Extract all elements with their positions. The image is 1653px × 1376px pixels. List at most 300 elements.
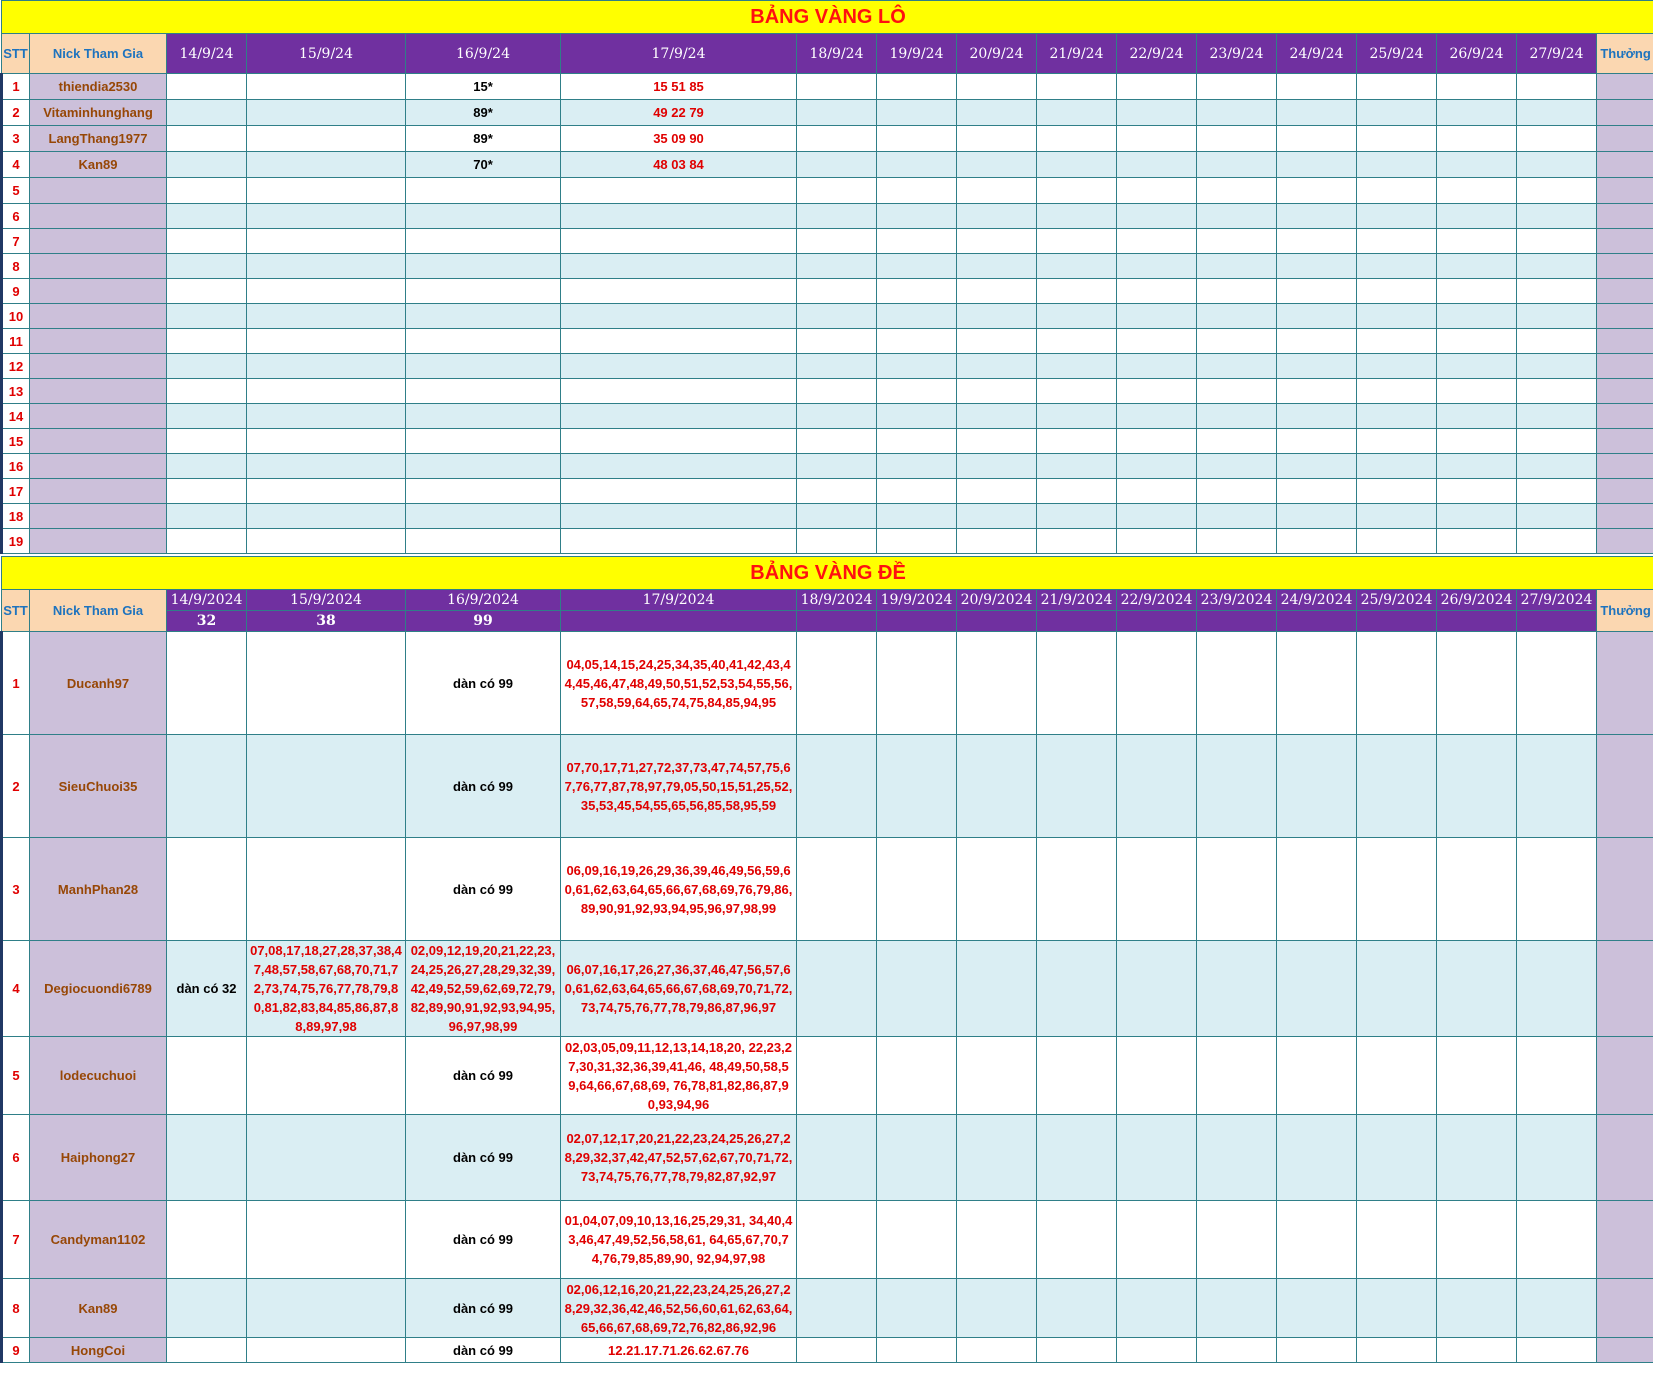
nick-cell[interactable] [30, 529, 167, 554]
pick-cell[interactable] [1437, 204, 1517, 229]
reward-cell[interactable] [1597, 838, 1653, 941]
pick-cell[interactable] [561, 479, 797, 504]
pick-cell[interactable] [1437, 1115, 1517, 1201]
pick-cell[interactable] [247, 454, 406, 479]
pick-cell[interactable] [1437, 329, 1517, 354]
pick-cell[interactable] [1437, 1279, 1517, 1338]
pick-cell[interactable] [1117, 454, 1197, 479]
pick-cell[interactable]: 02,06,12,16,20,21,22,23,24,25,26,27,28,29,32,36,42,46,52,56,60,61,62,63,64,65,66,67,68,69,72,76,82,86,92,96 [561, 1279, 797, 1338]
reward-cell[interactable] [1597, 429, 1653, 454]
pick-cell[interactable] [1277, 838, 1357, 941]
pick-cell[interactable] [797, 735, 877, 838]
pick-cell[interactable] [1437, 100, 1517, 126]
pick-cell[interactable] [1037, 1338, 1117, 1363]
pick-cell[interactable] [957, 279, 1037, 304]
pick-cell[interactable] [1437, 1037, 1517, 1115]
nick-cell[interactable] [30, 279, 167, 304]
pick-cell[interactable] [167, 429, 247, 454]
pick-cell[interactable] [247, 1201, 406, 1279]
pick-cell[interactable]: 89* [406, 126, 561, 152]
pick-cell[interactable]: 35 09 90 [561, 126, 797, 152]
pick-cell[interactable] [957, 229, 1037, 254]
pick-cell[interactable] [1037, 304, 1117, 329]
pick-cell[interactable] [877, 1037, 957, 1115]
pick-cell[interactable] [561, 229, 797, 254]
pick-cell[interactable] [167, 354, 247, 379]
pick-cell[interactable] [1517, 632, 1597, 735]
pick-cell[interactable] [1197, 1115, 1277, 1201]
pick-cell[interactable] [247, 100, 406, 126]
pick-cell[interactable] [247, 1037, 406, 1115]
pick-cell[interactable] [1197, 479, 1277, 504]
reward-cell[interactable] [1597, 479, 1653, 504]
pick-cell[interactable] [797, 329, 877, 354]
pick-cell[interactable] [167, 329, 247, 354]
pick-cell[interactable] [561, 204, 797, 229]
pick-cell[interactable] [1197, 279, 1277, 304]
reward-cell[interactable] [1597, 504, 1653, 529]
pick-cell[interactable] [877, 1201, 957, 1279]
pick-cell[interactable] [247, 1338, 406, 1363]
pick-cell[interactable] [877, 1115, 957, 1201]
pick-cell[interactable] [1437, 178, 1517, 204]
pick-cell[interactable] [1117, 1115, 1197, 1201]
pick-cell[interactable] [167, 229, 247, 254]
pick-cell[interactable]: 06,07,16,17,26,27,36,37,46,47,56,57,60,61,62,63,64,65,66,67,68,69,70,71,72,73,74,75,76,77,78,79,86,87,96,97 [561, 941, 797, 1037]
pick-cell[interactable] [1117, 529, 1197, 554]
pick-cell[interactable] [797, 404, 877, 429]
pick-cell[interactable] [1277, 1201, 1357, 1279]
pick-cell[interactable] [1197, 74, 1277, 100]
pick-cell[interactable] [1357, 304, 1437, 329]
pick-cell[interactable] [877, 204, 957, 229]
pick-cell[interactable] [877, 74, 957, 100]
pick-cell[interactable] [1117, 1279, 1197, 1338]
pick-cell[interactable] [1197, 941, 1277, 1037]
pick-cell[interactable] [406, 454, 561, 479]
pick-cell[interactable] [1277, 429, 1357, 454]
pick-cell[interactable] [1437, 229, 1517, 254]
pick-cell[interactable] [561, 404, 797, 429]
pick-cell[interactable]: 02,03,05,09,11,12,13,14,18,20, 22,23,27,30,31,32,36,39,41,46, 48,49,50,58,59,64,66,67,68,69, 76,78,81,82,86,87,90,93,94,96 [561, 1037, 797, 1115]
pick-cell[interactable] [797, 1115, 877, 1201]
pick-cell[interactable] [877, 504, 957, 529]
reward-cell[interactable] [1597, 126, 1653, 152]
pick-cell[interactable] [1037, 229, 1117, 254]
pick-cell[interactable] [561, 454, 797, 479]
pick-cell[interactable] [1117, 254, 1197, 279]
pick-cell[interactable] [167, 379, 247, 404]
pick-cell[interactable] [1197, 152, 1277, 178]
pick-cell[interactable] [877, 329, 957, 354]
pick-cell[interactable] [406, 329, 561, 354]
pick-cell[interactable]: 02,09,12,19,20,21,22,23,24,25,26,27,28,29,32,39,42,49,52,59,62,69,72,79,82,89,90,91,92,93,94,95,96,97,98,99 [406, 941, 561, 1037]
pick-cell[interactable] [957, 100, 1037, 126]
pick-cell[interactable] [877, 479, 957, 504]
pick-cell[interactable]: dàn có 99 [406, 838, 561, 941]
pick-cell[interactable] [1117, 354, 1197, 379]
pick-cell[interactable] [957, 632, 1037, 735]
pick-cell[interactable] [797, 1279, 877, 1338]
pick-cell[interactable] [1437, 838, 1517, 941]
pick-cell[interactable] [1517, 1037, 1597, 1115]
pick-cell[interactable] [1517, 838, 1597, 941]
pick-cell[interactable]: 01,04,07,09,10,13,16,25,29,31, 34,40,43,46,47,49,52,56,58,61, 64,65,67,70,74,76,79,85,89,90, 92,94,97,98 [561, 1201, 797, 1279]
pick-cell[interactable] [797, 152, 877, 178]
pick-cell[interactable] [1357, 632, 1437, 735]
pick-cell[interactable]: dàn có 99 [406, 1279, 561, 1338]
pick-cell[interactable]: 48 03 84 [561, 152, 797, 178]
pick-cell[interactable] [797, 379, 877, 404]
pick-cell[interactable] [167, 279, 247, 304]
pick-cell[interactable] [957, 354, 1037, 379]
pick-cell[interactable] [957, 1279, 1037, 1338]
reward-cell[interactable] [1597, 329, 1653, 354]
pick-cell[interactable] [1117, 1037, 1197, 1115]
pick-cell[interactable] [1277, 74, 1357, 100]
pick-cell[interactable] [1517, 1279, 1597, 1338]
pick-cell[interactable] [1517, 529, 1597, 554]
nick-cell[interactable]: lodecuchuoi [30, 1037, 167, 1115]
pick-cell[interactable] [1037, 1115, 1117, 1201]
reward-cell[interactable] [1597, 632, 1653, 735]
pick-cell[interactable] [1037, 152, 1117, 178]
reward-cell[interactable] [1597, 379, 1653, 404]
nick-cell[interactable]: thiendia2530 [30, 74, 167, 100]
pick-cell[interactable] [1117, 379, 1197, 404]
pick-cell[interactable] [1517, 329, 1597, 354]
pick-cell[interactable] [797, 1037, 877, 1115]
pick-cell[interactable] [167, 1037, 247, 1115]
pick-cell[interactable] [877, 529, 957, 554]
pick-cell[interactable] [877, 454, 957, 479]
pick-cell[interactable] [1277, 204, 1357, 229]
pick-cell[interactable] [1037, 454, 1117, 479]
pick-cell[interactable] [1517, 479, 1597, 504]
pick-cell[interactable] [797, 1201, 877, 1279]
pick-cell[interactable] [1037, 329, 1117, 354]
reward-cell[interactable] [1597, 1037, 1653, 1115]
pick-cell[interactable] [1277, 152, 1357, 178]
pick-cell[interactable] [1517, 404, 1597, 429]
pick-cell[interactable] [1277, 941, 1357, 1037]
nick-cell[interactable]: Kan89 [30, 1279, 167, 1338]
pick-cell[interactable]: 06,09,16,19,26,29,36,39,46,49,56,59,60,61,62,63,64,65,66,67,68,69,76,79,86,89,90,91,92,93,94,95,96,97,98,99 [561, 838, 797, 941]
pick-cell[interactable]: 89* [406, 100, 561, 126]
pick-cell[interactable] [1517, 429, 1597, 454]
pick-cell[interactable] [1357, 279, 1437, 304]
pick-cell[interactable] [1117, 279, 1197, 304]
pick-cell[interactable] [1117, 204, 1197, 229]
pick-cell[interactable] [1117, 735, 1197, 838]
pick-cell[interactable] [1277, 1279, 1357, 1338]
pick-cell[interactable] [406, 404, 561, 429]
pick-cell[interactable] [1117, 178, 1197, 204]
pick-cell[interactable] [1357, 404, 1437, 429]
nick-cell[interactable] [30, 504, 167, 529]
reward-cell[interactable] [1597, 404, 1653, 429]
nick-cell[interactable]: Vitaminhunghang [30, 100, 167, 126]
pick-cell[interactable] [561, 329, 797, 354]
pick-cell[interactable] [1357, 529, 1437, 554]
pick-cell[interactable] [1037, 838, 1117, 941]
reward-cell[interactable] [1597, 304, 1653, 329]
pick-cell[interactable] [1357, 429, 1437, 454]
pick-cell[interactable] [797, 126, 877, 152]
pick-cell[interactable] [167, 74, 247, 100]
pick-cell[interactable] [1037, 735, 1117, 838]
pick-cell[interactable] [1437, 279, 1517, 304]
pick-cell[interactable] [1437, 152, 1517, 178]
pick-cell[interactable] [877, 632, 957, 735]
pick-cell[interactable] [167, 100, 247, 126]
pick-cell[interactable] [957, 1037, 1037, 1115]
pick-cell[interactable] [1037, 1279, 1117, 1338]
pick-cell[interactable] [167, 1338, 247, 1363]
pick-cell[interactable] [1037, 354, 1117, 379]
pick-cell[interactable] [1197, 304, 1277, 329]
pick-cell[interactable] [877, 229, 957, 254]
pick-cell[interactable]: 07,08,17,18,27,28,37,38,47,48,57,58,67,68,70,71,72,73,74,75,76,77,78,79,80,81,82,83,84,85,86,87,88,89,97,98 [247, 941, 406, 1037]
pick-cell[interactable] [406, 304, 561, 329]
pick-cell[interactable] [1517, 1115, 1597, 1201]
reward-cell[interactable] [1597, 1115, 1653, 1201]
pick-cell[interactable] [1517, 1201, 1597, 1279]
reward-cell[interactable] [1597, 1338, 1653, 1363]
pick-cell[interactable] [1277, 229, 1357, 254]
nick-cell[interactable] [30, 178, 167, 204]
pick-cell[interactable]: 07,70,17,71,27,72,37,73,47,74,57,75,67,76,77,87,78,97,79,05,50,15,51,25,52,35,53,45,54,55,65,56,85,58,95,59 [561, 735, 797, 838]
pick-cell[interactable] [1437, 379, 1517, 404]
pick-cell[interactable] [1357, 504, 1437, 529]
pick-cell[interactable] [1277, 304, 1357, 329]
pick-cell[interactable] [1437, 404, 1517, 429]
pick-cell[interactable] [1037, 479, 1117, 504]
nick-cell[interactable]: Candyman1102 [30, 1201, 167, 1279]
reward-cell[interactable] [1597, 204, 1653, 229]
pick-cell[interactable] [1037, 178, 1117, 204]
pick-cell[interactable] [1357, 1201, 1437, 1279]
pick-cell[interactable] [877, 304, 957, 329]
pick-cell[interactable] [1277, 354, 1357, 379]
pick-cell[interactable] [797, 1338, 877, 1363]
pick-cell[interactable] [247, 178, 406, 204]
reward-cell[interactable] [1597, 279, 1653, 304]
pick-cell[interactable] [1357, 126, 1437, 152]
nick-cell[interactable]: ManhPhan28 [30, 838, 167, 941]
pick-cell[interactable] [797, 529, 877, 554]
pick-cell[interactable] [247, 74, 406, 100]
pick-cell[interactable]: 70* [406, 152, 561, 178]
pick-cell[interactable] [877, 354, 957, 379]
pick-cell[interactable] [1197, 1338, 1277, 1363]
pick-cell[interactable] [167, 152, 247, 178]
pick-cell[interactable] [1117, 1201, 1197, 1279]
pick-cell[interactable] [247, 126, 406, 152]
nick-cell[interactable]: Degiocuondi6789 [30, 941, 167, 1037]
pick-cell[interactable] [1117, 479, 1197, 504]
reward-cell[interactable] [1597, 152, 1653, 178]
nick-cell[interactable] [30, 429, 167, 454]
pick-cell[interactable] [1037, 379, 1117, 404]
pick-cell[interactable] [1197, 454, 1277, 479]
pick-cell[interactable] [957, 329, 1037, 354]
pick-cell[interactable] [1197, 1201, 1277, 1279]
pick-cell[interactable] [1517, 379, 1597, 404]
pick-cell[interactable] [797, 632, 877, 735]
pick-cell[interactable] [247, 229, 406, 254]
pick-cell[interactable] [406, 379, 561, 404]
pick-cell[interactable] [1277, 504, 1357, 529]
nick-cell[interactable] [30, 329, 167, 354]
pick-cell[interactable] [1037, 632, 1117, 735]
pick-cell[interactable] [1197, 1279, 1277, 1338]
pick-cell[interactable] [1517, 735, 1597, 838]
pick-cell[interactable] [247, 279, 406, 304]
pick-cell[interactable] [957, 454, 1037, 479]
pick-cell[interactable] [1517, 1338, 1597, 1363]
nick-cell[interactable]: LangThang1977 [30, 126, 167, 152]
pick-cell[interactable] [247, 479, 406, 504]
pick-cell[interactable] [1517, 204, 1597, 229]
pick-cell[interactable] [1037, 941, 1117, 1037]
pick-cell[interactable] [247, 529, 406, 554]
pick-cell[interactable]: dàn có 99 [406, 735, 561, 838]
pick-cell[interactable] [797, 204, 877, 229]
pick-cell[interactable] [1517, 454, 1597, 479]
pick-cell[interactable] [1197, 529, 1277, 554]
reward-cell[interactable] [1597, 74, 1653, 100]
pick-cell[interactable] [1117, 632, 1197, 735]
nick-cell[interactable] [30, 229, 167, 254]
pick-cell[interactable] [1277, 404, 1357, 429]
pick-cell[interactable] [1517, 279, 1597, 304]
pick-cell[interactable] [1277, 279, 1357, 304]
pick-cell[interactable] [1357, 178, 1437, 204]
pick-cell[interactable] [1517, 74, 1597, 100]
pick-cell[interactable] [247, 429, 406, 454]
pick-cell[interactable] [1197, 354, 1277, 379]
pick-cell[interactable] [1117, 74, 1197, 100]
pick-cell[interactable] [406, 204, 561, 229]
pick-cell[interactable] [957, 126, 1037, 152]
pick-cell[interactable] [1437, 529, 1517, 554]
pick-cell[interactable] [247, 354, 406, 379]
pick-cell[interactable] [1037, 204, 1117, 229]
pick-cell[interactable]: 02,07,12,17,20,21,22,23,24,25,26,27,28,29,32,37,42,47,52,57,62,67,70,71,72,73,74,75,76,77,78,79,82,87,92,97 [561, 1115, 797, 1201]
pick-cell[interactable] [167, 735, 247, 838]
pick-cell[interactable] [247, 1115, 406, 1201]
pick-cell[interactable] [877, 279, 957, 304]
pick-cell[interactable] [561, 504, 797, 529]
pick-cell[interactable] [1357, 152, 1437, 178]
pick-cell[interactable] [1357, 100, 1437, 126]
pick-cell[interactable] [1037, 429, 1117, 454]
pick-cell[interactable] [957, 479, 1037, 504]
pick-cell[interactable] [1437, 429, 1517, 454]
pick-cell[interactable] [561, 254, 797, 279]
pick-cell[interactable] [1037, 1037, 1117, 1115]
pick-cell[interactable] [1277, 1115, 1357, 1201]
nick-cell[interactable] [30, 479, 167, 504]
pick-cell[interactable] [957, 941, 1037, 1037]
pick-cell[interactable] [1197, 254, 1277, 279]
pick-cell[interactable] [1357, 204, 1437, 229]
pick-cell[interactable] [797, 74, 877, 100]
reward-cell[interactable] [1597, 735, 1653, 838]
pick-cell[interactable] [877, 1338, 957, 1363]
pick-cell[interactable] [247, 404, 406, 429]
pick-cell[interactable] [167, 304, 247, 329]
pick-cell[interactable] [561, 279, 797, 304]
pick-cell[interactable] [1037, 504, 1117, 529]
pick-cell[interactable] [1197, 100, 1277, 126]
pick-cell[interactable] [1277, 100, 1357, 126]
pick-cell[interactable] [1437, 1338, 1517, 1363]
pick-cell[interactable] [877, 838, 957, 941]
pick-cell[interactable]: dàn có 32 [167, 941, 247, 1037]
pick-cell[interactable] [797, 354, 877, 379]
pick-cell[interactable] [797, 304, 877, 329]
pick-cell[interactable] [406, 429, 561, 454]
pick-cell[interactable] [957, 1201, 1037, 1279]
pick-cell[interactable] [797, 254, 877, 279]
pick-cell[interactable] [1117, 304, 1197, 329]
reward-cell[interactable] [1597, 1279, 1653, 1338]
pick-cell[interactable] [1517, 504, 1597, 529]
pick-cell[interactable] [1277, 632, 1357, 735]
pick-cell[interactable] [247, 1279, 406, 1338]
pick-cell[interactable] [247, 838, 406, 941]
reward-cell[interactable] [1597, 354, 1653, 379]
pick-cell[interactable]: 12.21.17.71.26.62.67.76 [561, 1338, 797, 1363]
pick-cell[interactable] [1197, 404, 1277, 429]
pick-cell[interactable] [1437, 479, 1517, 504]
pick-cell[interactable] [1277, 329, 1357, 354]
pick-cell[interactable]: 04,05,14,15,24,25,34,35,40,41,42,43,44,45,46,47,48,49,50,51,52,53,54,55,56,57,58,59,64,65,74,75,84,85,94,95 [561, 632, 797, 735]
pick-cell[interactable]: dàn có 99 [406, 1201, 561, 1279]
pick-cell[interactable] [877, 404, 957, 429]
pick-cell[interactable] [1517, 178, 1597, 204]
pick-cell[interactable] [1037, 404, 1117, 429]
pick-cell[interactable] [1517, 229, 1597, 254]
pick-cell[interactable] [1197, 632, 1277, 735]
pick-cell[interactable] [1357, 479, 1437, 504]
pick-cell[interactable] [1357, 454, 1437, 479]
pick-cell[interactable] [1197, 838, 1277, 941]
pick-cell[interactable] [1517, 304, 1597, 329]
pick-cell[interactable] [797, 100, 877, 126]
pick-cell[interactable] [1357, 838, 1437, 941]
pick-cell[interactable] [1197, 379, 1277, 404]
pick-cell[interactable] [1117, 329, 1197, 354]
pick-cell[interactable]: dàn có 99 [406, 1338, 561, 1363]
pick-cell[interactable] [1277, 254, 1357, 279]
reward-cell[interactable] [1597, 1201, 1653, 1279]
pick-cell[interactable] [877, 100, 957, 126]
pick-cell[interactable] [1437, 304, 1517, 329]
pick-cell[interactable] [1277, 735, 1357, 838]
pick-cell[interactable] [247, 379, 406, 404]
pick-cell[interactable] [957, 74, 1037, 100]
pick-cell[interactable] [1437, 254, 1517, 279]
pick-cell[interactable] [406, 254, 561, 279]
pick-cell[interactable] [957, 1115, 1037, 1201]
pick-cell[interactable] [247, 632, 406, 735]
pick-cell[interactable] [561, 178, 797, 204]
pick-cell[interactable] [877, 152, 957, 178]
pick-cell[interactable] [1117, 1338, 1197, 1363]
